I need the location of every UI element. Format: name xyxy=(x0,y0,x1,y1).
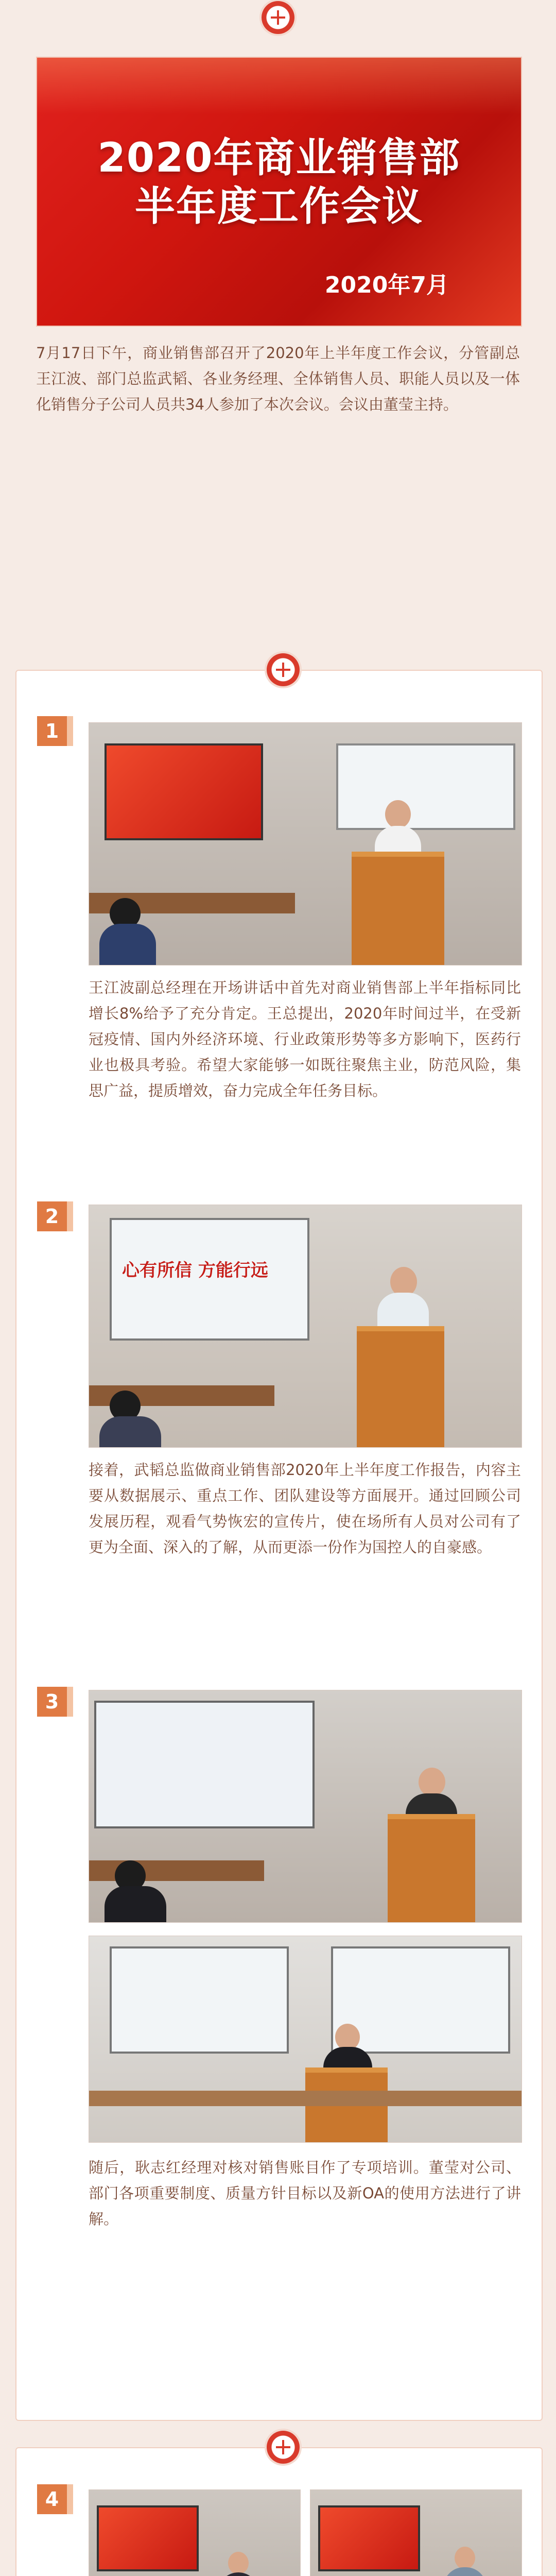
hero-date: 2020年7月 xyxy=(324,272,449,298)
photo-work-report[interactable] xyxy=(89,1205,522,1448)
company-logo-icon xyxy=(262,1,294,34)
intro-paragraph: 7月17日下午，商业销售部召开了2020年上半年度工作会议，分管副总王江波、部门总监武韬、各业务经理、全体销售人员、职能人员以及一体化销售分子公司人员共34人参加了本次会议。会议由董莹主持。 xyxy=(36,344,520,413)
item-text: 随后，耿志红经理对核对销售账目作了专项培训。董莹对公司、部门各项重要制度、质量方针目标以及新OA的使用方法进行了讲解。 xyxy=(89,2159,521,2228)
item-text: 接着，武韬总监做商业销售部2020年上半年度工作报告，内容主要从数据展示、重点工作、团队建设等方面展开。通过回顾公司发展历程，观看气势恢宏的宣传片，使在场所有人员对公司有了更为全面、深入的了解，从而更添一份作为国控人的自豪感。 xyxy=(89,1461,521,1556)
section-card-2 xyxy=(15,2447,543,2576)
photo-exchange-1[interactable] xyxy=(89,2489,301,2576)
item-number-badge: 4 xyxy=(37,2484,67,2514)
item-number-badge: 2 xyxy=(37,1201,67,1231)
hero-title xyxy=(37,134,521,231)
top-band xyxy=(0,0,556,36)
hero-title-line2: 半年度工作会议 xyxy=(134,183,423,230)
photo-training-1[interactable] xyxy=(89,1690,522,1923)
hero-title-line1: 2020年商业销售部 xyxy=(97,135,461,181)
item-number-badge: 1 xyxy=(37,716,67,746)
item-text: 王江波副总经理在开场讲话中首先对商业销售部上半年指标同比增长8%给予了充分肯定。王总提出，2020年时间过半，在受新冠疫情、国内外经济环境、行业政策形势等多方影响下，医药行业也极具考验。希望大家能够一如既往聚焦主业，防范风险，集思广益，提质增效，奋力完成全年任务目标。 xyxy=(89,979,521,1099)
photo-training-2[interactable] xyxy=(89,1936,522,2143)
photo-exchange-2[interactable] xyxy=(310,2489,522,2576)
item-number-badge: 3 xyxy=(37,1687,67,1717)
screen-slogan: 心有所信 方能行远 xyxy=(122,1260,268,1281)
hero-banner xyxy=(36,57,522,327)
section-card-1 xyxy=(15,670,543,2421)
section-logo-icon xyxy=(267,2431,300,2464)
section-logo-icon xyxy=(267,653,300,686)
photo-opening-speech[interactable] xyxy=(89,722,522,965)
